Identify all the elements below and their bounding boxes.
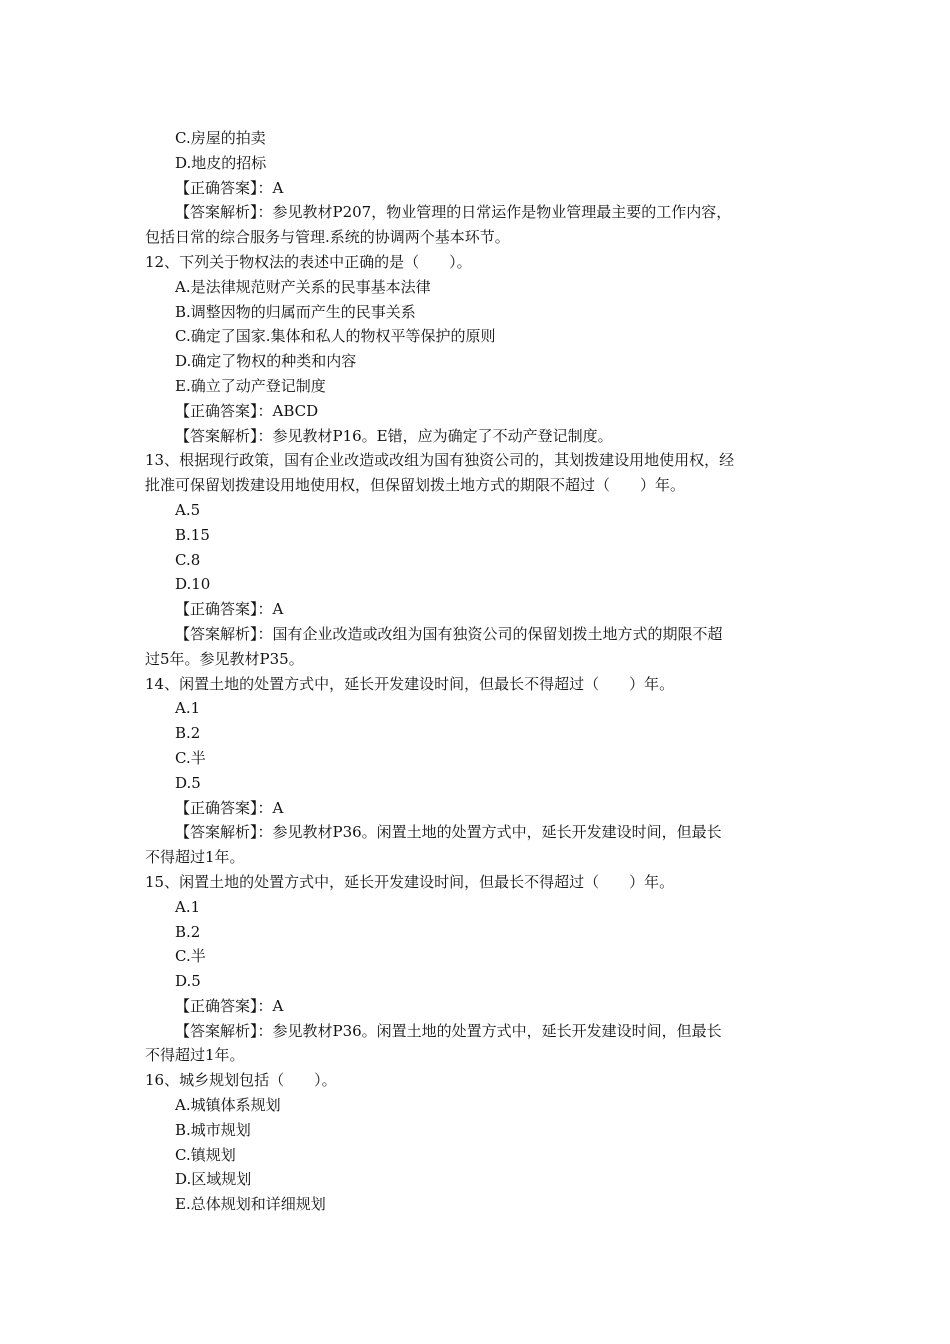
text-line: D.区域规划 [175,1170,252,1189]
text-line: 【正确答案】：A [175,798,284,817]
text-line: D.10 [175,575,211,594]
text-line: 16、城乡规划包括（ ）。 [145,1071,337,1090]
text-line: 包括日常的综合服务与管理.系统的协调两个基本环节。 [145,228,510,247]
text-line: B.15 [175,525,210,544]
text-line: C.镇规划 [175,1145,236,1164]
text-line: E.总体规划和详细规划 [175,1195,326,1214]
text-line: C.8 [175,550,201,569]
text-line: 【答案解析】：参见教材P207，物业管理的日常运作是物业管理最主要的工作内容， [175,203,732,222]
text-line: 过5年。参见教材P35。 [145,649,304,668]
text-line: C.半 [175,748,206,767]
text-line: D.5 [175,773,201,792]
text-line: A.5 [175,500,201,519]
text-line: E.确立了动产登记制度 [175,376,326,395]
text-line: A.1 [175,897,201,916]
text-line: D.地皮的招标 [175,153,267,172]
text-line: 【正确答案】：A [175,600,284,619]
text-line: 13、根据现行政策，国有企业改造或改组为国有独资公司的，其划拨建设用地使用权，经 [145,451,735,470]
text-line: B.调整因物的归属而产生的民事关系 [175,302,416,321]
text-line: 批准可保留划拨建设用地使用权，但保留划拨土地方式的期限不超过（ ）年。 [145,476,686,495]
text-line: A.是法律规范财产关系的民事基本法律 [175,277,431,296]
text-line: B.2 [175,724,201,743]
text-line: C.确定了国家.集体和私人的物权平等保护的原则 [175,327,496,346]
text-line: 【答案解析】：国有企业改造或改组为国有独资公司的保留划拨土地方式的期限不超 [175,624,723,643]
text-line: C.房屋的拍卖 [175,129,266,147]
text-line: 【正确答案】：ABCD [175,401,319,420]
text-line: 【答案解析】：参见教材P16。E错，应为确定了不动产登记制度。 [175,426,613,445]
text-line: A.1 [175,699,201,718]
text-line: 【正确答案】：A [175,996,284,1015]
text-line: 【正确答案】：A [175,178,284,197]
text-line: 14、闲置土地的处置方式中，延长开发建设时间，但最长不得超过（ ）年。 [145,674,675,693]
text-line: 12、下列关于物权法的表述中正确的是（ ）。 [145,252,472,271]
text-line: D.5 [175,972,201,991]
text-line: D.确定了物权的种类和内容 [175,352,357,371]
text-line: 不得超过1年。 [145,848,245,867]
text-line: B.2 [175,922,201,941]
text-line: C.半 [175,947,206,966]
document-body [145,126,810,1217]
text-line: 不得超过1年。 [145,1046,245,1065]
text-line: 【答案解析】：参见教材P36。闲置土地的处置方式中，延长开发建设时间，但最长 [175,823,722,842]
text-line: 15、闲置土地的处置方式中，延长开发建设时间，但最长不得超过（ ）年。 [145,872,675,891]
text-line: B.城市规划 [175,1120,251,1139]
text-line: 【答案解析】：参见教材P36。闲置土地的处置方式中，延长开发建设时间，但最长 [175,1021,722,1040]
text-line: A.城镇体系规划 [175,1096,281,1115]
